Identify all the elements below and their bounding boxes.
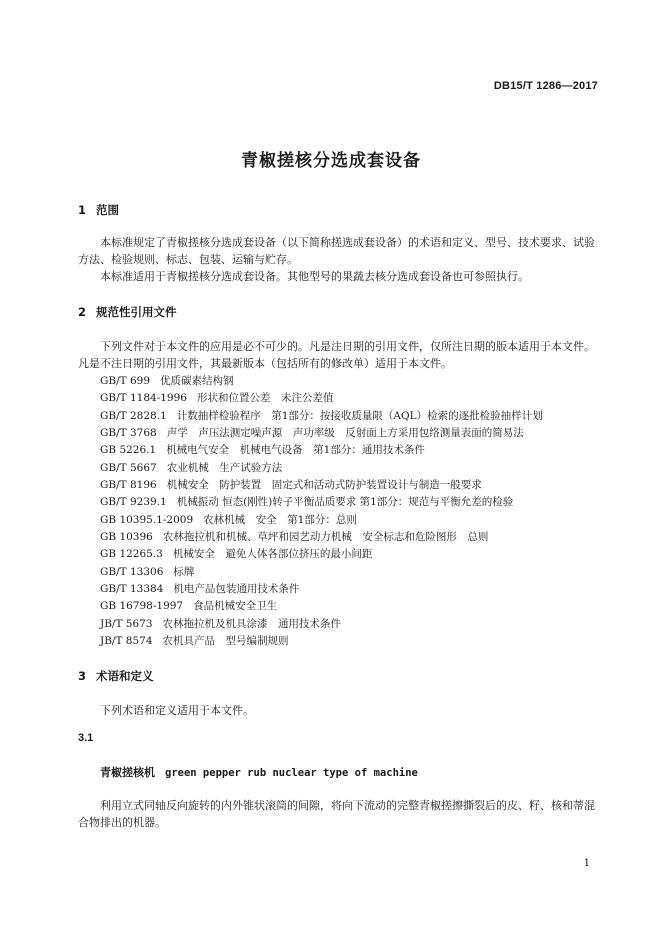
reference-code: GB 10395.1-2009	[100, 513, 194, 526]
page-number: 1	[583, 858, 590, 869]
reference-code: JB/T 8574	[100, 635, 153, 648]
reference-item	[100, 494, 543, 511]
reference-code: JB/T 5673	[100, 617, 153, 630]
reference-code: GB/T 8196	[100, 479, 157, 492]
reference-code: GB 5226.1	[100, 444, 157, 457]
reference-item	[100, 546, 543, 563]
reference-title: 优质碳素结构钢	[160, 375, 234, 387]
reference-title: 机电产品包装通用技术条件	[173, 583, 300, 596]
reference-title: 标牌	[173, 565, 195, 578]
reference-item	[100, 373, 543, 390]
reference-title: 农机具产品 型号编制规则	[162, 635, 289, 648]
reference-code: GB 12265.3	[100, 548, 163, 561]
section-number: 1	[78, 203, 87, 217]
reference-item	[100, 616, 543, 633]
reference-code: GB/T 13306	[100, 565, 164, 578]
reference-code: GB/T 2828.1	[100, 409, 167, 422]
reference-item	[100, 598, 543, 615]
reference-item	[100, 581, 543, 598]
reference-code: GB/T 5667	[100, 461, 157, 474]
reference-title: 计数抽样检验程序 第1部分：按接收质量限（AQL）检索的逐批检验抽样计划	[176, 409, 543, 422]
reference-item	[100, 529, 543, 546]
reference-item	[100, 390, 543, 407]
reference-code: GB/T 9239.1	[100, 496, 167, 509]
term-english: green pepper rub nuclear type of machine	[165, 767, 418, 779]
reference-title: 机械安全 避免人体各部位挤压的最小间距	[172, 548, 373, 561]
reference-item	[100, 442, 543, 459]
reference-title: 机械振动 恒态(刚性)转子平衡品质要求 第1部分：规范与平衡允差的检验	[176, 496, 514, 509]
standard-code: DB15/T 1286—2017	[493, 80, 598, 92]
reference-item	[100, 477, 543, 494]
reference-title: 形状和位置公差 未注公差值	[196, 392, 334, 405]
reference-code: GB/T 13384	[100, 583, 164, 596]
section-heading-1	[78, 202, 119, 218]
term-number: 3.1	[78, 732, 94, 744]
paragraph: 下列术语和定义适用于本文件。	[100, 704, 254, 717]
reference-item	[100, 512, 543, 529]
document-title: 青椒搓核分选成套设备	[241, 151, 421, 171]
section-heading-3	[78, 668, 154, 684]
reference-item	[100, 564, 543, 581]
reference-item	[100, 408, 543, 425]
section-title: 范围	[96, 203, 119, 217]
paragraph: 下列文件对于本文件的应用是必不可少的。凡是注日期的引用文件，仅所注日期的版本适用于本文件。凡是不注日期的引用文件，其最新版本（包括所有的修改单）适用于本文件。	[78, 340, 595, 370]
term-chinese: 青椒搓核机	[100, 766, 155, 779]
reference-title: 食品机械安全卫生	[193, 600, 278, 613]
section-title: 术语和定义	[96, 669, 154, 683]
reference-code: GB 10396	[100, 531, 153, 544]
reference-code: GB/T 1184-1996	[100, 392, 187, 405]
paragraph: 本标准规定了青椒搓核分选成套设备（以下简称搓选成套设备）的术语和定义、型号、技术要求、试验方法、检验规则、标志、包装、运输与贮存。	[78, 236, 595, 266]
term-definition: 利用立式同轴反向旋转的内外锥状滚筒的间隙，将向下流动的完整青椒搓擦撕裂后的皮、籽、核和蒂混合物排出的机器。	[78, 799, 595, 829]
reference-title: 农林机械 安全 第1部分：总则	[203, 513, 357, 526]
section-number: 3	[78, 669, 87, 683]
reference-title: 机械安全 防护装置 固定式和活动式防护装置设计与制造一般要求	[166, 479, 482, 492]
reference-title: 机械电气安全 机械电气设备 第1部分：通用技术条件	[166, 444, 425, 457]
reference-title: 农林拖拉机及机具涂漆 通用技术条件	[162, 617, 342, 630]
reference-item	[100, 460, 543, 477]
paragraph: 本标准适用于青椒搓核分选成套设备。其他型号的果蔬去核分选成套设备也可参照执行。	[100, 270, 529, 283]
reference-code: GB/T 699	[100, 375, 151, 387]
reference-item	[100, 633, 543, 650]
reference-title: 声学 声压法测定噪声源 声功率级 反射面上方采用包络测量表面的简易法	[166, 427, 524, 440]
section-title: 规范性引用文件	[96, 305, 177, 319]
reference-item	[100, 425, 543, 442]
term-entry	[100, 764, 418, 780]
section-heading-2	[78, 304, 177, 320]
reference-code: GB 16798-1997	[100, 600, 184, 613]
reference-title: 农业机械 生产试验方法	[166, 461, 283, 474]
normative-references-list	[100, 373, 543, 651]
reference-code: GB/T 3768	[100, 427, 157, 440]
reference-title: 农林拖拉机和机械、草坪和园艺动力机械 安全标志和危险图形 总则	[162, 531, 489, 544]
section-number: 2	[78, 305, 87, 319]
